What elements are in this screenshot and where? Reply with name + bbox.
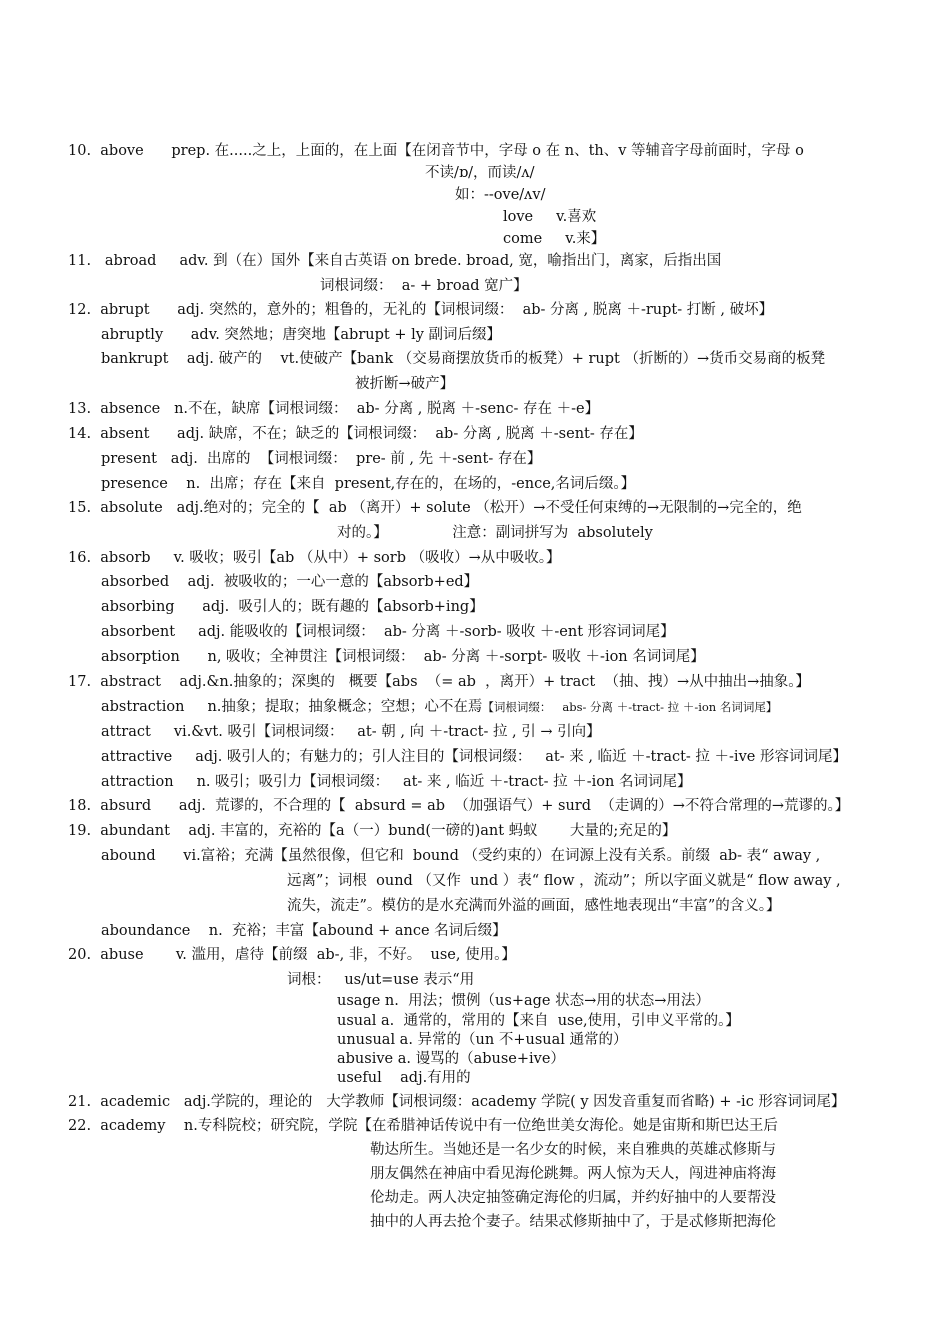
entry-19-abound-cont1: 远离”；词根 ound （又作 und ）表“ flow ，流动”；所以字面义就是“ flow away , — [287, 873, 841, 889]
entry-20-unusual: unusual a. 异常的（un 不+usual 通常的） — [337, 1032, 628, 1048]
entry-12-abrupt: 12. abrupt adj. 突然的，意外的；粗鲁的，无礼的【词根词缀： ab- 分离 , 脱离 ＋-rupt- 打断 , 破坏】 — [68, 302, 774, 318]
entry-19-abundant: 19. abundant adj. 丰富的，充裕的【a（一）bund(一磅的)ant 蚂蚁 大量的;充足的】 — [68, 823, 677, 839]
entry-10-above: 10. above prep. 在.....之上，上面的，在上面【在闭音节中，字母 o 在 n、th、v 等辅音字母前面时，字母 o — [68, 143, 804, 159]
entry-21-academic: 21. academic adj.学院的，理论的 大学教师【词根词缀：academy 学院( y 因发音重复而省略) + -ic 形容词词尾】 — [68, 1094, 846, 1110]
entry-16-absorbent: absorbent adj. 能吸收的【词根词缀： ab- 分离 ＋-sorb- 吸收 ＋-ent 形容词词尾】 — [101, 624, 675, 640]
entry-17-attractive: attractive adj. 吸引人的；有魅力的；引人注目的【词根词缀： at- 来 , 临近 ＋-tract- 拉 ＋-ive 形容词词尾】 — [101, 749, 847, 765]
entry-17-attraction: attraction n. 吸引；吸引力【词根词缀： at- 来 , 临近 ＋-tract- 拉 ＋-ion 名词词尾】 — [101, 774, 692, 790]
entry-18-absurd: 18. absurd adj. 荒谬的，不合理的【 absurd = ab （加强语气）+ surd （走调的）→不符合常理的→荒谬的。】 — [68, 798, 850, 814]
entry-19-abound: abound vi.富裕；充满【虽然很像，但它和 bound （受约束的）在词源上没有关系。前缀 ab- 表“ away , — [101, 848, 821, 864]
entry-10-come: come v.来】 — [503, 231, 606, 247]
entry-16-absorbing: absorbing adj. 吸引人的；既有趣的【absorb+ing】 — [101, 599, 484, 615]
entry-22-story-1: 勒达所生。当她还是一名少女的时候，来自雅典的英雄忒修斯与 — [370, 1142, 776, 1158]
entry-16-absorb: 16. absorb v. 吸收；吸引【ab （从中）+ sorb （吸收）→从中吸收。】 — [68, 550, 561, 566]
entry-17-abstraction — [101, 698, 777, 716]
entry-19-abound-cont2: 流失，流走”。模仿的是水充满而外溢的画面，感性地表现出“丰富”的含义。】 — [287, 898, 781, 914]
entry-10-note: 不读/ɒ/，而读/ʌ/ — [425, 165, 535, 181]
entry-11-abroad: 11. abroad adv. 到（在）国外【来自古英语 on brede. broad, 宽，喻指出门，离家，后指出国 — [68, 253, 722, 269]
entry-12-bankrupt: bankrupt adj. 破产的 vt.使破产【bank （交易商摆放货币的板凳）+ rupt （折断的）→货币交易商的板凳 — [101, 351, 826, 367]
entry-10-love: love v.喜欢 — [503, 209, 597, 225]
entry-15-note: 对的。】 注意：副词拼写为 absolutely — [337, 525, 653, 541]
entry-13-absence: 13. absence n.不在，缺席【词根词缀： ab- 分离 , 脱离 ＋-senc- 存在 ＋-e】 — [68, 401, 600, 417]
entry-16-absorbed: absorbed adj. 被吸收的；一心一意的【absorb+ed】 — [101, 574, 479, 590]
entry-22-story-3: 伦劫走。两人决定抽签确定海伦的归属，并约好抽中的人要帮没 — [370, 1190, 776, 1206]
abstraction-text: abstraction n.抽象；提取；抽象概念；空想；心不在焉 — [101, 699, 483, 715]
entry-20-abusive: abusive a. 谩骂的（abuse+ive） — [337, 1051, 565, 1067]
entry-20-usual: usual a. 通常的，常用的【来自 use,使用，引申义平常的。】 — [337, 1013, 740, 1029]
entry-12-abruptly: abruptly adv. 突然地；唐突地【abrupt + ly 副词后缀】 — [101, 327, 502, 343]
entry-20-useful: useful adj.有用的 — [337, 1070, 471, 1086]
entry-16-absorption: absorption n, 吸收；全神贯注【词根词缀： ab- 分离 ＋-sorpt- 吸收 ＋-ion 名词词尾】 — [101, 649, 705, 665]
entry-22-academy: 22. academy n.专科院校；研究院，学院【在希腊神话传说中有一位绝世美女海伦。她是宙斯和斯巴达王后 — [68, 1118, 778, 1134]
entry-15-absolute: 15. absolute adj.绝对的；完全的【 ab （离开）+ solute （松开）→不受任何束缚的→无限制的→完全的，绝 — [68, 500, 802, 516]
entry-14-presence: presence n. 出席；存在【来自 present,存在的，在场的，-ence,名词后缀。】 — [101, 476, 636, 492]
entry-20-usage: usage n. 用法；惯例（us+age 状态→用的状态→用法） — [337, 993, 710, 1009]
entry-11-affix: 词根词缀： a- + broad 宽广】 — [320, 278, 528, 294]
entry-14-present: present adj. 出席的 【词根词缀： pre- 前 , 先 ＋-sent- 存在】 — [101, 451, 542, 467]
entry-20-root: 词根： us/ut=use 表示“用 — [287, 972, 475, 988]
abstraction-affix: 【词根词缀： abs- 分离 ＋-tract- 拉 ＋-ion 名词词尾】 — [482, 700, 778, 714]
entry-22-story-4: 抽中的人再去抢个妻子。结果忒修斯抽中了，于是忒修斯把海伦 — [370, 1214, 776, 1230]
entry-22-story-2: 朋友偶然在神庙中看见海伦跳舞。两人惊为天人，闯进神庙将海 — [370, 1166, 776, 1182]
entry-10-example: 如：--ove/ʌv/ — [455, 187, 546, 203]
entry-19-aboundance: aboundance n. 充裕；丰富【abound + ance 名词后缀】 — [101, 923, 507, 939]
entry-12-bankrupt-cont: 被折断→破产】 — [355, 376, 455, 392]
entry-17-attract: attract vi.&vt. 吸引【词根词缀： at- 朝 , 向 ＋-tract- 拉 , 引 → 引向】 — [101, 724, 601, 740]
entry-20-abuse: 20. abuse v. 滥用，虐待【前缀 ab-, 非，不好。 use, 使用。】 — [68, 947, 516, 963]
entry-17-abstract: 17. abstract adj.&n.抽象的；深奥的 概要【abs （= ab ，离开）+ tract （抽、拽）→从中抽出→抽象。】 — [68, 674, 811, 690]
entry-14-absent: 14. absent adj. 缺席，不在；缺乏的【词根词缀： ab- 分离 , 脱离 ＋-sent- 存在】 — [68, 426, 643, 442]
